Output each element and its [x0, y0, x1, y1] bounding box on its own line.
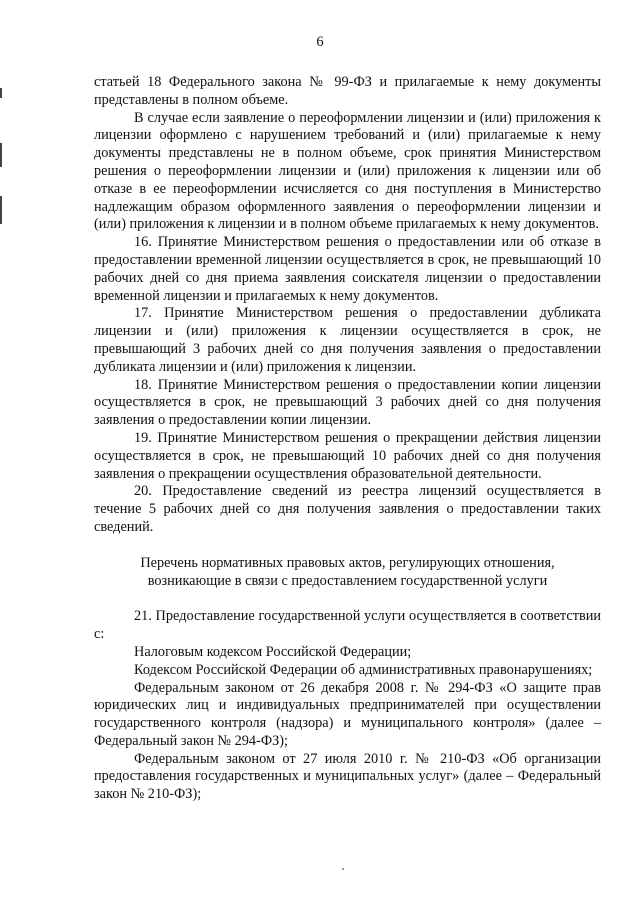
scan-margin-mark	[0, 196, 2, 224]
paragraph-21: 21. Предоставление государственной услуги осуществляется в соответствии с:	[94, 608, 601, 643]
scan-margin-mark	[0, 143, 2, 167]
section-heading-line-1: Перечень нормативных правовых актов, регулирующих отношения,	[140, 554, 555, 571]
section-heading-line-2: возникающие в связи с предоставлением государственной услуги	[147, 572, 548, 589]
paragraph-17: 17. Принятие Министерством решения о предоставлении дубликата лицензии и (или) приложения к лицензии осуществляется в срок, не превышающий 3 рабочих дней со дня получения заявления о предоставлении дубликата лицензии и (или) приложения к лицензии.	[94, 305, 601, 375]
paragraph-20: 20. Предоставление сведений из реестра лицензий осуществляется в течение 5 рабочих дней со дня получения заявления о предоставлении таких сведений.	[94, 483, 601, 535]
list-item-admin-code: Кодексом Российской Федерации об административных правонарушениях;	[134, 661, 593, 678]
paragraph-18: 18. Принятие Министерством решения о предоставлении копии лицензии осуществляется в срок, не превышающий 3 рабочих дней со дня получения заявления о предоставлении копии лицензии.	[94, 376, 601, 429]
list-item-tax-code: Налоговым кодексом Российской Федерации;	[134, 643, 412, 660]
paragraph-reissue-terms: В случае если заявление о переоформлении лицензии и (или) приложения к лицензии оформлено с нарушением требований и (или) прилагаемые к нему документы представлены не в полном объеме, срок принятия Министерством решения о переоформлении лицензии и (или) приложения к лицензии или об отказе в ее переоформлении исчисляется со дня поступления в Министерство надлежащим образом оформленного заявления о переоформлении лицензии и (или) приложения к лицензии и в полном объеме прилагаемых к нему документов.	[94, 109, 601, 233]
scan-margin-mark	[0, 88, 2, 98]
paragraph-16: 16. Принятие Министерством решения о предоставлении или об отказе в предоставлении временной лицензии осуществляется в срок, не превышающий 10 рабочих дней со дня приема заявления соискателя лицензии о предоставлении временной лицензии и прилагаемых к нему документов.	[94, 234, 601, 304]
list-item-law-210: Федеральным законом от 27 июля 2010 г. № 210-ФЗ «Об организации предоставления государственных и муниципальных услуг» (далее – Федеральный закон № 210-ФЗ);	[94, 750, 601, 803]
page-number: 6	[316, 34, 324, 50]
scan-dot	[342, 868, 344, 870]
document-body	[94, 74, 601, 804]
paragraph-continuation: статьей 18 Федерального закона № 99-ФЗ и прилагаемые к нему документы представлены в полном объеме.	[94, 74, 601, 108]
list-item-law-294: Федеральным законом от 26 декабря 2008 г. № 294-ФЗ «О защите прав юридических лиц и индивидуальных предпринимателей при осуществлении государственного контроля (надзора) и муниципального контроля» (далее – Федеральный закон № 294-ФЗ);	[94, 679, 601, 749]
section-heading	[94, 555, 601, 591]
paragraph-19: 19. Принятие Министерством решения о прекращении действия лицензии осуществляется в срок, не превышающий 10 рабочих дней со дня получения заявления о прекращении осуществления образовательной деятельности.	[94, 429, 601, 482]
